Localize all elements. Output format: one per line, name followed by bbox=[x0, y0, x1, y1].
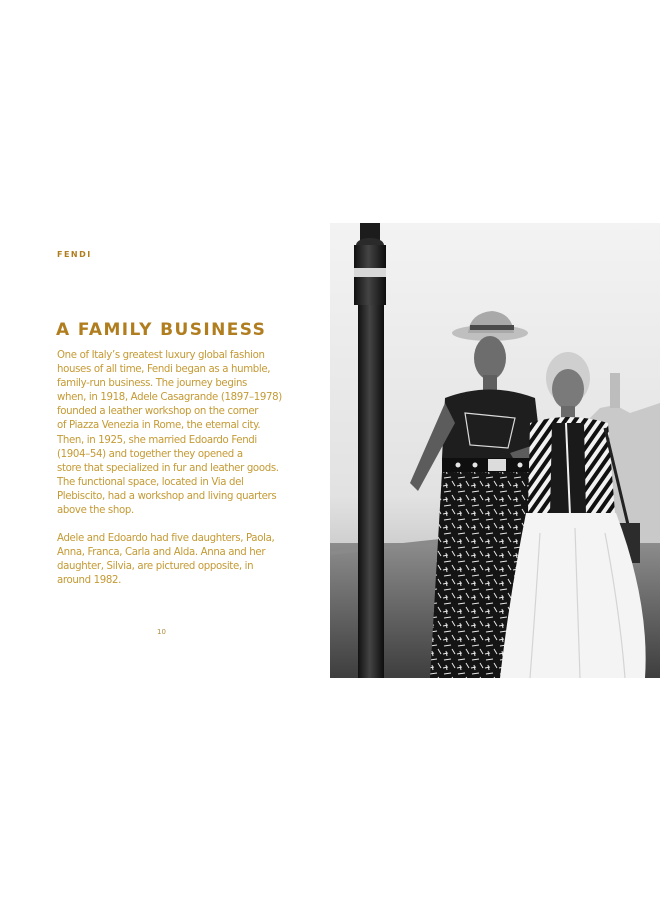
text-line: of Piazza Venezia in Rome, the eternal city. bbox=[57, 420, 261, 432]
text-line: founded a leather workshop on the corner bbox=[57, 406, 259, 418]
photo-illustration bbox=[330, 223, 660, 678]
text-line: Adele and Edoardo had five daughters, Paola, bbox=[57, 533, 275, 545]
text-line: Anna, Franca, Carla and Alda. Anna and her bbox=[57, 547, 266, 559]
chapter-title: A FAMILY BUSINESS bbox=[56, 320, 267, 340]
page-number: 10 bbox=[157, 628, 166, 636]
photo-anna-and-silvia-fendi bbox=[330, 223, 660, 678]
text-line: daughter, Silvia, are pictured opposite, in bbox=[57, 561, 254, 573]
body-text bbox=[57, 349, 307, 603]
text-line: The functional space, located in Via del bbox=[57, 476, 244, 488]
mooring-pole bbox=[354, 223, 386, 678]
text-line: Then, in 1925, she married Edoardo Fendi bbox=[57, 434, 257, 446]
text-line: Plebiscito, had a workshop and living quarters bbox=[57, 490, 277, 502]
text-line: store that specialized in fur and leather goods. bbox=[57, 462, 279, 474]
running-head: FENDI bbox=[57, 250, 92, 259]
paragraph-1 bbox=[57, 349, 307, 518]
text-line: above the shop. bbox=[57, 505, 134, 517]
distant-tower bbox=[610, 373, 620, 408]
text-line: One of Italy’s greatest luxury global fashion bbox=[57, 350, 265, 361]
text-line: houses of all time, Fendi began as a humble, bbox=[57, 364, 271, 376]
paragraph-2 bbox=[57, 532, 307, 588]
text-line: when, in 1918, Adele Casagrande (1897–1978) bbox=[57, 392, 282, 404]
text-line: (1904–54) and together they opened a bbox=[57, 448, 243, 460]
text-line: family-run business. The journey begins bbox=[57, 378, 248, 390]
text-line: around 1982. bbox=[57, 575, 122, 587]
